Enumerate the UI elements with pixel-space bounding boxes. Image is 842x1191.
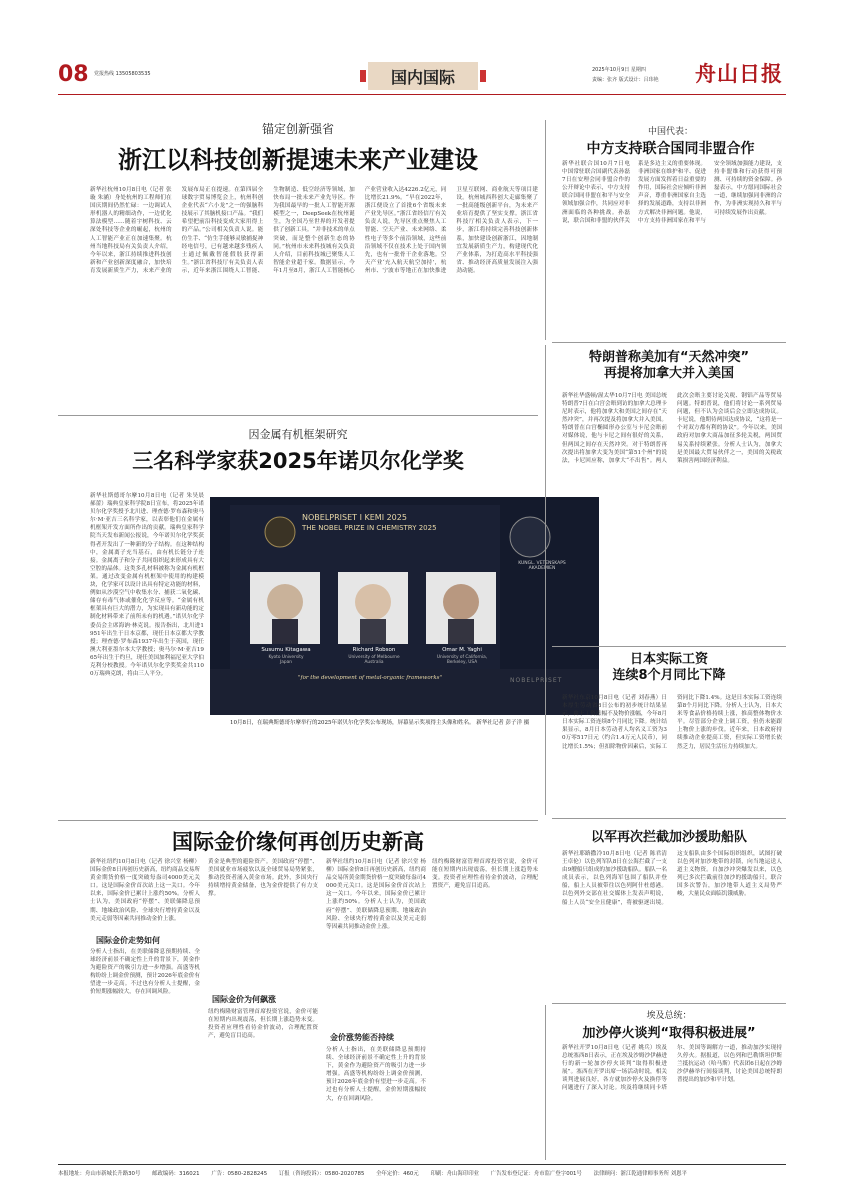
newspaper-logo: 舟山日报 xyxy=(695,61,783,86)
story5-body: 新华社东京10月8日电（记者 刘春燕）日本厚生劳动省8日公布的初步统计结果显示，由于工资涨幅不及物价涨幅，今年8月日本实际工资连续8个月同比下降。统计结果显示，8月日本劳动者人均名义工资为30万零517日元（约合1.4万元人民币），同比增长1.5%；但扣除物价因素后，实际工资同比下降1.4%。这是日本实际工资连续第8个月同比下降。分析人士认为，日本大米等食品价格持续上涨，推高整体物价水平。尽管部分企业上调工资，但仍未能跟上物价上涨的步伐。近年来，日本政府持续推动企业提高工资，但实际工资增长依然乏力，居民生活压力持续加大。 xyxy=(562,695,782,750)
divider xyxy=(58,415,538,416)
footer-printer: 印刷：舟山海印印业 xyxy=(430,1171,479,1177)
footer-office: 广告：0580-2828245 xyxy=(211,1171,268,1177)
screen-subtitle: THE NOBEL PRIZE IN CHEMISTRY 2025 xyxy=(302,524,437,532)
header-rule xyxy=(58,94,786,95)
story5-headline: 日本实际工资 连续8个月同比下降 xyxy=(612,652,726,683)
laureate-3-affil: University of California, Berkeley, USA xyxy=(436,655,488,665)
story8-kicker: 埃及总统： xyxy=(646,1011,692,1021)
story7-subhead-3: 金价涨势能否持续 xyxy=(330,1033,394,1042)
story8-headline: 加沙停火谈判“取得积极进展” xyxy=(582,1026,756,1041)
photo-caption: 10月8日，在瑞典斯德哥尔摩举行的2025年诺贝尔化学奖公布现场，屏幕显示奖项得主头像和姓名。 新华社记者 彭子洋 摄 xyxy=(230,720,530,726)
divider xyxy=(552,646,786,647)
footer-license: 广告发布登记证：舟市监广登字001号 xyxy=(490,1171,582,1177)
laureate-2-affil: University of Melbourne Australia xyxy=(348,655,400,665)
story2-body: 新华社联合国10月7日电 中国常驻联合国副代表孙磊7日在安理会同非盟合作的公开辩论中表示，中方支持联合国同非盟在和平与安全领域加强合作，共同应对非洲面临的各种挑战。孙磊说，联合国和非盟的伙伴关系是多边主义的重要体现。非洲国家在维护和平、促进发展方面发挥着日益重要的作用，国际社会应倾听非洲声音，尊重非洲国家自主选择的发展道路，支持以非洲方式解决非洲问题。他说，中方支持非洲国家在和平与安全领域加强能力建设，支持非盟维和行动获得可预测、可持续的资金保障。孙磊表示，中方愿同国际社会一道，继续加强同非洲的合作，为非洲实现持久和平与可持续发展作出贡献。 xyxy=(562,161,782,224)
hotline-text: 党报热线 13505803535 xyxy=(94,71,151,77)
nobel-announcement-photo xyxy=(210,497,599,715)
footer xyxy=(58,1169,786,1177)
divider xyxy=(552,1003,786,1004)
prize-motto: "for the development of metal-organic frameworks" xyxy=(298,675,442,681)
column-rule xyxy=(545,1005,546,1160)
screen-logo-word: NOBELPRISET xyxy=(510,677,563,684)
story6-body: 新华社耶路撒冷10月8日电（记者 陈君清 王卓伦）以色列军队8日在公海拦截了一支由9艘船只组成的加沙援助船队。船队一名成员表示，以色列海军包围了船队并登船，船上人员被带往以色列阿什杜德港。以色列外交部在社交媒体上发表声明说，船上人员“安全且健康”，将被驱逐出境。这支船队由多个国际组织组织，试图打破以色列对加沙地带的封锁，向当地运送人道主义物资。自加沙冲突爆发以来，以色列已多次拦截前往加沙的援助船只。联合国多次警告，加沙地带人道主义局势严峻，大量民众面临饥饿威胁。 xyxy=(562,851,782,906)
laureate-1-name: Susumu Kitagawa xyxy=(261,647,311,653)
masthead xyxy=(0,0,842,118)
footer-print: 订报（咨询投诉）：0580-2020785 xyxy=(278,1171,365,1177)
story7-subhead-2: 国际金价为何飙涨 xyxy=(212,995,276,1004)
story1-headline: 浙江以科技创新提速未来产业建设 xyxy=(118,146,478,174)
story7-body-6: 分析人士指出，在美联储降息预期持续、全球经济前景不确定性上升的背景下，黄金作为避险资产的吸引力进一步增强。高盛等机构纷纷上调金价预测，预计2026年底金价有望进一步走高。不过也有分析人士提醒，金价短期涨幅较大，存在回调风险。 xyxy=(326,1047,426,1102)
divider xyxy=(552,818,786,819)
story3-body: 新华社斯德哥尔摩10月8日电（记者 朱昊晨 郝蕾）瑞典皇家科学院8日宣布，将2025年诺贝尔化学奖授予北川进、理查德·罗布森和奥马尔·M·亚吉三名科学家，以表彰他们在金属有机框架开发方面所作出的贡献。瑞典皇家科学院当天发布新闻公报说，今年诺贝尔化学奖获得者开发出了一种新的分子结构。在这种结构中，金属离子充当基石，由有机长链分子连接。金属离子和分子共同组织起来形成具有大空腔的晶体。这类多孔材料被称为金属有机框架。通过改变金属有机框架中使用的构建模块，化学家可以设计出具有特定功能的材料，例如从沙漠空气中收集水分、捕获二氧化碳、储存有毒气体或催化化学反应等。“金属有机框架具有巨大的潜力，为实现具有新功能的定制化材料带来了前所未有的机遇。”诺贝尔化学委员会主席海讷·林克说。报告指出，北川进1951年出生于日本京都，现任日本京都大学教授；理查德·罗布森1937年出生于英国，现任澳大利亚墨尔本大学教授；奥马尔·M·亚吉1965年出生于约旦，现任美国加利福尼亚大学伯克利分校教授。今年诺贝尔化学奖奖金共1100万瑞典克朗，将由三人平分。 xyxy=(90,493,204,678)
story1-kicker: 锚定创新强省 xyxy=(261,122,334,136)
story4-headline: 特朗普称美加有“天然冲突” 再提将加拿大并入美国 xyxy=(588,350,750,381)
story7-subhead-1: 国际金价走势如何 xyxy=(96,936,160,945)
story3-headline: 三名科学家获2025年诺贝尔化学奖 xyxy=(132,449,464,473)
divider xyxy=(552,342,786,343)
staff-line: 责编：张齐 版式设计：吕玮艳 xyxy=(592,77,659,83)
laureate-1-affil: Kyoto University Japan xyxy=(268,655,304,665)
story7-body-7: 纽约梅隆财富管理首席投资官说，金价可能在短期内出现震荡，但长期上涨趋势未变。投资者应理性看待金价波动，合理配置资产，避免盲目追高。 xyxy=(432,859,538,890)
section-name: 国内国际 xyxy=(368,62,478,90)
laureate-2-name: Richard Robson xyxy=(352,647,396,653)
footer-address: 本报地址：舟山市新城长升路30号 xyxy=(58,1171,141,1177)
story7-body: 新华社纽约10月8日电（记者 徐兴堂 杨柳）国际金价8日再创历史新高，纽约商品交易所黄金期货价格一度突破每盎司4000美元关口。这是国际金价首次站上这一关口。今年以来，国际金价已累计上涨约50%。分析人士认为，美国政府“停摆”、美联储降息预期、地缘政治风险、全球央行增持黄金以及美元走弱等因素共同推动金价上涨。 xyxy=(90,859,200,922)
story7-body-3: 黄金是典型的避险资产。美国政府“停摆”、美国就业市场疲软以及全球贸易局势紧张，推动投资者涌入黄金市场。此外，多国央行持续增持黄金储备，也为金价提供了有力支撑。 xyxy=(208,859,318,898)
footer-postcode: 邮政编码：316021 xyxy=(152,1171,200,1177)
footer-price: 全年定价：460元 xyxy=(376,1171,419,1177)
divider xyxy=(58,820,538,821)
date-line: 2025年10月9日 星期四 xyxy=(592,67,646,73)
story7-body-2: 分析人士指出，在美联储降息预期持续、全球经济前景不确定性上升的背景下，黄金作为避险资产的吸引力进一步增强。高盛等机构纷纷上调金价预测，预计2026年底金价有望进一步走高。不过也有分析人士提醒，金价短期涨幅较大，存在回调风险。 xyxy=(90,949,200,996)
story2-headline: 中方支持联合国同非盟合作 xyxy=(586,141,755,157)
story7-headline: 国际金价缘何再创历史新高 xyxy=(172,830,424,854)
story7-body-5: 新华社纽约10月8日电（记者 徐兴堂 杨柳）国际金价8日再创历史新高，纽约商品交易所黄金期货价格一度突破每盎司4000美元关口。这是国际金价首次站上这一关口。今年以来，国际金价已累计上涨约50%。分析人士认为，美国政府“停摆”、美联储降息预期、地缘政治风险、全球央行增持黄金以及美元走弱等因素共同推动金价上涨。 xyxy=(326,859,426,930)
story3-kicker: 因金属有机框架研究 xyxy=(248,428,348,441)
story4-body: 新华社华盛顿/渥太华10月7日电 美国总统特朗普7日在白宫会晤到访的加拿大总理卡尼时表示，他将加拿大和美国之间存在“天然冲突”，并再次提及将加拿大并入美国。特朗普在白宫椭圆形办公室与卡尼会晤前对媒体说，他与卡尼之间有很好的关系，但两国之间存在天然冲突。对于特朗普再次提出将加拿大变为美国“第51个州”的说法，卡尼回应称，加拿大“不出售”。两人此次会晤主要讨论关税、钢铝产品等贸易问题。特朗普说，他们将讨论一系列贸易问题，但不认为会谈后会立即达成协议。卡尼说，他期待两国达成协议，“这将是一个对双方都有利的协议”。今年以来，美国政府对加拿大商品加征多轮关税，两国贸易关系持续紧张。分析人士认为，加拿大是美国最大贸易伙伴之一，美国的关税政策损害两国经济利益。 xyxy=(562,393,782,464)
story3-body-continued xyxy=(210,730,540,830)
column-rule xyxy=(545,120,546,340)
story7-body-4: 纽约梅隆财富管理首席投资官说，金价可能在短期内出现震荡，但长期上涨趋势未变。投资者应理性看待金价波动，合理配置资产，避免盲目追高。 xyxy=(208,1009,318,1040)
story8-body: 新华社开罗10月8日电（记者 姚兵）埃及总统塞西8日表示，正在埃及沙姆沙伊赫进行的新一轮加沙停火谈判“取得积极进展”。塞西在开罗出席一场活动时说，相关谈判进展良好，各方就加沙停火及换俘等问题进行了深入讨论。埃及将继续同卡塔尔、美国等调解方一道，推动加沙实现持久停火。据报道，以色列和巴勒斯坦伊斯兰抵抗运动（哈马斯）代表团6日起在沙姆沙伊赫举行间接谈判，讨论美国总统特朗普提出的加沙和平计划。 xyxy=(562,1045,782,1092)
screen-title: NOBELPRISET I KEMI 2025 xyxy=(302,513,407,522)
laureate-3-name: Omar M. Yaghi xyxy=(442,647,482,653)
page-number: 08 xyxy=(58,62,89,87)
footer-rule xyxy=(58,1164,786,1165)
footer-law: 法律顾问：浙江乾通律师事务所 刘恩平 xyxy=(593,1171,687,1177)
column-rule xyxy=(545,345,546,815)
story1-body: 新华社杭州10月8日电（记者 张璇 朱涵）身处杭州的工程师们在国庆期间仍然忙碌：一边调试人形机器人的精细动作，一边优化算法模型……随着宇树科技、云深处科技等企业的崛起，杭州的人工智能产业正在加速集聚。杭州当地科技局有关负责人介绍，今年以来，浙江持续推进科技创新和产业创新深度融合，加快培育发展新质生产力，未来产业的发展布局正在提速。在第四届全球数字贸易博览会上，杭州科创企业代表“六小龙”之一的强脑科技展示了其脑机接口产品。“我们希望把前沿科技变成大家用得上的产品。”公司相关负责人说。能仿生手、“仿生手能够灵敏捕捉神经电信号，已有越来越多残疾人士通过佩戴智能假肢获得新生。”浙江省科技厅有关负责人表示，近年来浙江围绕人工智能、生物制造、低空经济等领域，加快布局一批未来产业先导区。作为我国最早的一批人工智能开源模型之一，DeepSeek在杭州诞生，为全国乃至世界的开发者提供了创新工具。“并非技术的单点突破，而是整个创新生态的协同。”杭州市未来科技城有关负责人介绍，目前科技城已聚集人工智能企业超千家。数据显示，今年1月至8月，浙江人工智能核心产业营业收入达4226.2亿元，同比增长21.9%。“早在2022年，浙江便设立了首批6个省级未来产业先导区。”浙江省经信厅有关负责人说，先导区重点聚焦人工智能、空天产业、未来网络、柔性电子等多个前沿领域，这些前沿领域不仅在技术上处于国内领先，也有一批骨干企业落地。空天产业‘充入航天航空加持’，杭州市、宁波市等地正在加快推进卫星互联网、商业航天等项目建设。杭州城西科创大走廊集聚了一批高能级创新平台，为未来产业培育提供了坚实支撑。浙江省科技厅相关负责人表示，下一步，浙江将持续完善科技创新体系，加快建设创新浙江，因地制宜发展新质生产力，构建现代化产业体系，为打造高水平科技强省、推动经济高质量发展注入强劲动能。 xyxy=(90,187,538,274)
story2-kicker: 中国代表： xyxy=(647,127,693,137)
story6-headline: 以军再次拦截加沙援助船队 xyxy=(590,830,747,845)
academy-name: KUNGL. VETENSKAPS AKADEMIEN xyxy=(518,561,566,571)
